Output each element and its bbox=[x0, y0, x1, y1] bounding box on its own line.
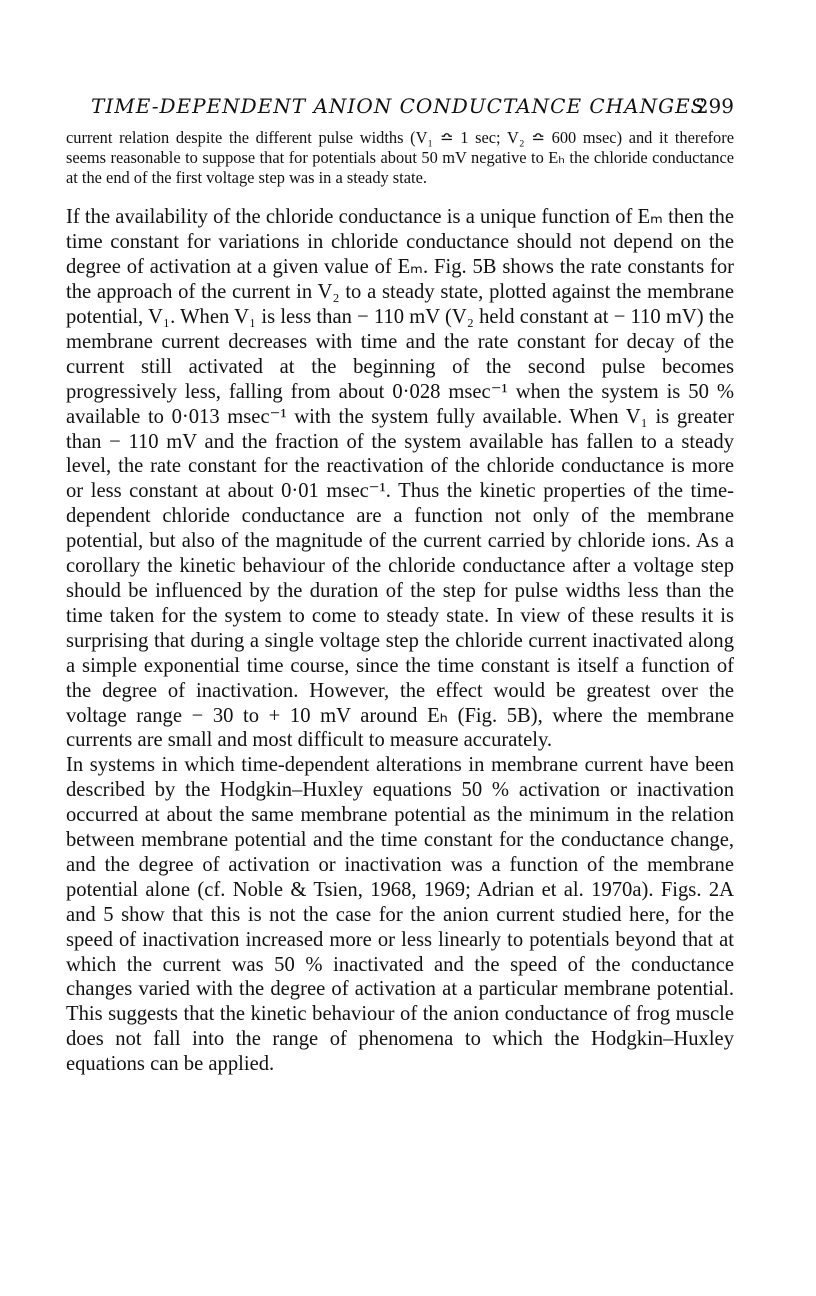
figure-caption-continuation: current relation despite the different pulse widths (V₁ ≏ 1 sec; V₂ ≏ 600 msec) and it therefore seems reasonable to suppose that for potentials about 50 mV negative to Eₕ the chloride conductance at the end of the first voltage step was in a steady state. bbox=[66, 128, 734, 187]
paragraph-1: If the availability of the chloride conductance is a unique function of Eₘ then the time constant for variations in chloride conductance should not depend on the degree of activation at a given value of Eₘ. Fig. 5B shows the rate constants for the approach of the current in V₂ to a steady state, plotted against the membrane potential, V₁. When V₁ is less than − 110 mV (V₂ held constant at − 110 mV) the membrane current decreases with time and the rate constant for decay of the current still activated at the beginning of the second pulse becomes progressively less, falling from about 0·028 msec⁻¹ when the system is 50 % available to 0·013 msec⁻¹ with the system fully available. When V₁ is greater than − 110 mV and the fraction of the system available has fallen to a steady level, the rate constant for the reactivation of the chloride conductance is more or less constant at about 0·01 msec⁻¹. Thus the kinetic properties of the time-dependent chloride conductance are a function not only of the membrane potential, but also of the magnitude of the current carried by chloride ions. As a corollary the kinetic behaviour of the chloride conductance after a voltage step should be influenced by the duration of the step for pulse widths less than the time taken for the system to come to steady state. In view of these results it is surprising that during a single voltage step the chloride current inactivated along a simple exponential time course, since the time constant is itself a function of the degree of inactivation. However, the effect would be greatest over the voltage range − 30 to + 10 mV around Eₕ (Fig. 5B), where the membrane currents are small and most difficult to measure accurately. bbox=[66, 206, 734, 752]
paragraph-2: In systems in which time-dependent alterations in membrane current have been described by the Hodgkin–Huxley equations 50 % activation or inactivation occurred at about the same membrane potential as the minimum in the relation between membrane potential and the time constant for the conductance change, and the degree of activation or inactivation was a function of the membrane potential alone (cf. Noble & Tsien, 1968, 1969; Adrian et al. 1970a). Figs. 2A and 5 show that this is not the case for the anion current studied here, for the speed of inactivation increased more or less linearly to potentials beyond that at which the current was 50 % inactivated and the speed of the conductance changes varied with the degree of activation at a particular membrane potential. This suggests that the kinetic behaviour of the anion conductance of frog muscle does not fall into the range of phenomena to which the Hodgkin–Huxley equations can be applied. bbox=[66, 754, 734, 1076]
page-number: 299 bbox=[695, 94, 734, 118]
running-head bbox=[66, 94, 734, 128]
page bbox=[66, 94, 734, 1077]
running-title: TIME-DEPENDENT ANION CONDUCTANCE CHANGES bbox=[91, 94, 706, 118]
